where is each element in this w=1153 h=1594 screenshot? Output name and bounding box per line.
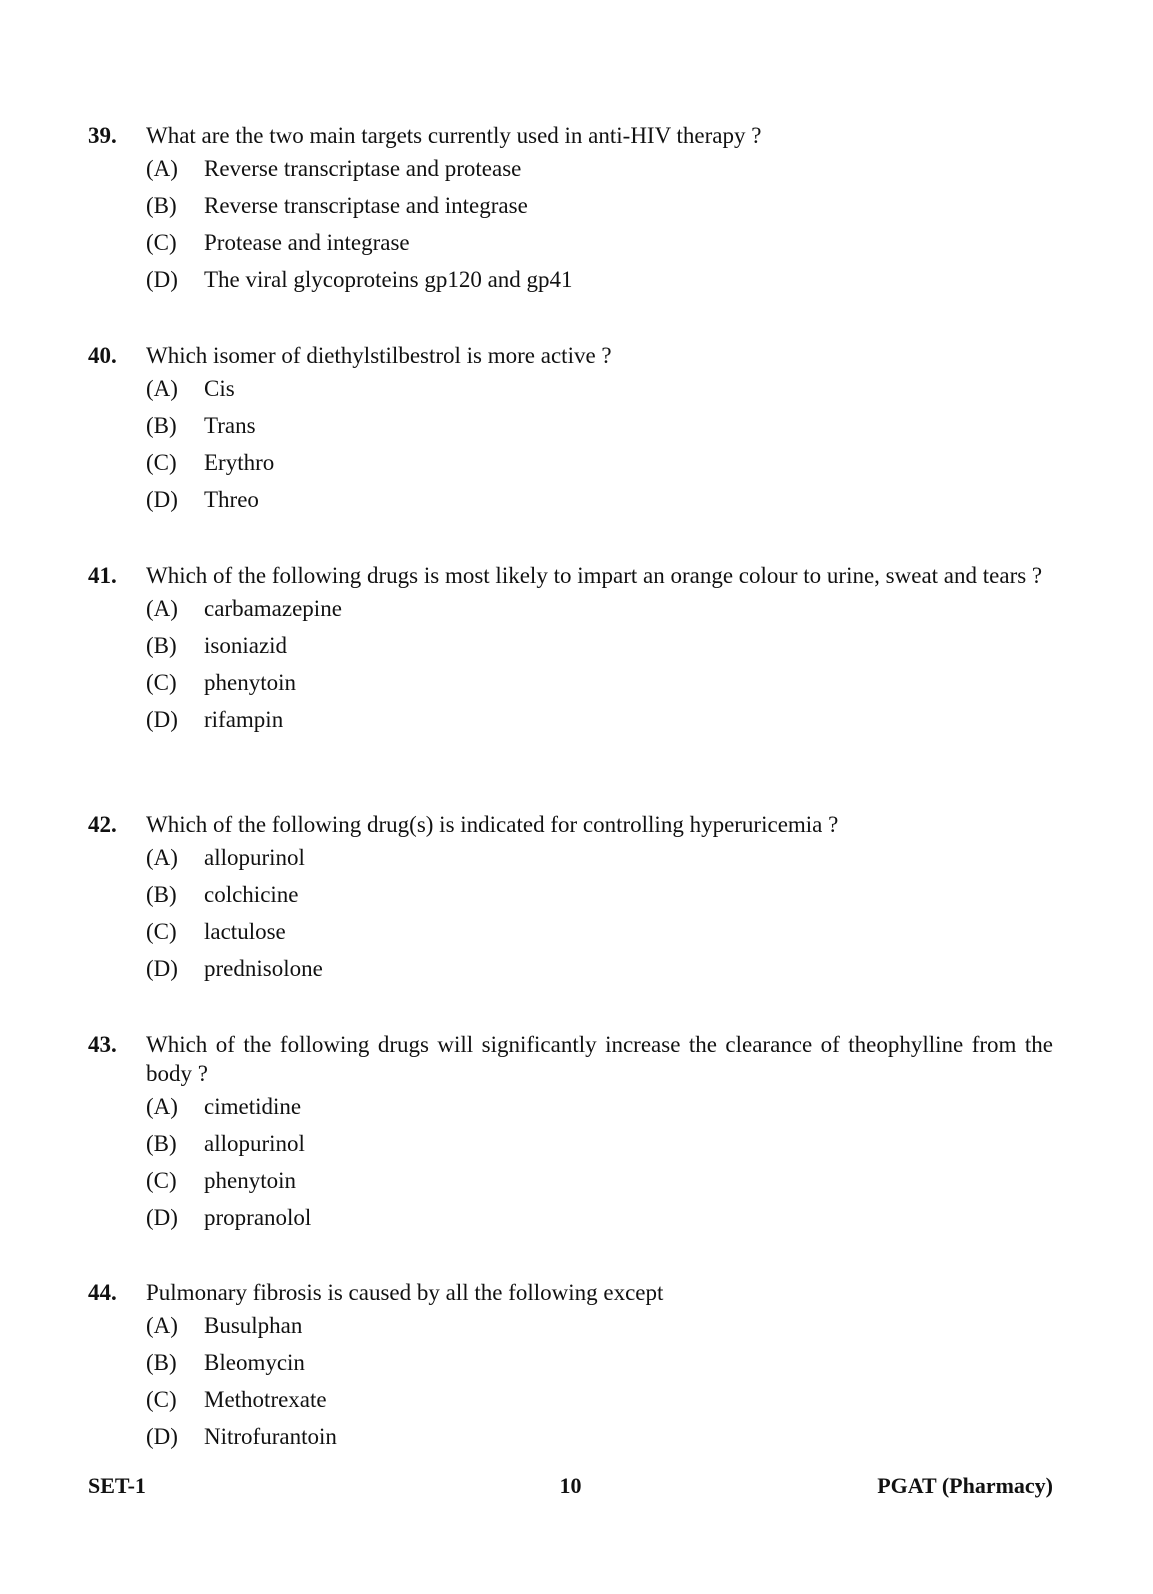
option-a: [146, 843, 1053, 880]
page-number: 10: [559, 1473, 582, 1498]
option-a: [146, 1092, 1053, 1129]
option-c: [146, 917, 1053, 954]
option-text: rifampin: [204, 707, 284, 732]
option-a: [146, 374, 1053, 411]
question-40: [88, 341, 1053, 522]
question-text: Which of the following drugs will significantly increase the clearance of theophylline from the body ?: [146, 1032, 1053, 1086]
page-footer: [88, 1472, 1053, 1502]
option-d: [146, 1203, 1053, 1240]
option-a: [146, 154, 1053, 191]
option-b: [146, 880, 1053, 917]
question-header: [88, 810, 1053, 839]
set-label: SET-1: [88, 1473, 146, 1498]
question-43: [88, 1030, 1053, 1240]
option-text: Reverse transcriptase and integrase: [204, 193, 528, 218]
question-44: [88, 1278, 1053, 1459]
question-header: [88, 121, 1053, 150]
question-text: Which of the following drugs is most likely to impart an orange colour to urine, sweat and tears ?: [146, 563, 1043, 588]
option-letter: (D): [146, 267, 178, 292]
question-text: Which of the following drug(s) is indicated for controlling hyperuricemia ?: [146, 812, 839, 837]
option-letter: (B): [146, 1350, 177, 1375]
option-letter: (C): [146, 670, 177, 695]
question-text: Pulmonary fibrosis is caused by all the following except: [146, 1280, 664, 1305]
option-d: [146, 485, 1053, 522]
option-letter: (A): [146, 376, 178, 401]
option-text: cimetidine: [204, 1094, 302, 1119]
question-text: What are the two main targets currently used in anti-HIV therapy ?: [146, 123, 762, 148]
option-text: Protease and integrase: [204, 230, 410, 255]
question-41: [88, 561, 1053, 742]
question-39: [88, 121, 1053, 302]
option-text: allopurinol: [204, 845, 305, 870]
option-b: [146, 191, 1053, 228]
option-text: allopurinol: [204, 1131, 305, 1156]
options-list: [146, 154, 1053, 302]
option-letter: (C): [146, 450, 177, 475]
option-letter: (D): [146, 487, 178, 512]
option-b: [146, 631, 1053, 668]
option-text: Reverse transcriptase and protease: [204, 156, 522, 181]
option-text: carbamazepine: [204, 596, 342, 621]
option-letter: (C): [146, 230, 177, 255]
option-letter: (C): [146, 919, 177, 944]
option-letter: (A): [146, 1094, 178, 1119]
option-letter: (A): [146, 156, 178, 181]
option-d: [146, 954, 1053, 991]
option-letter: (B): [146, 193, 177, 218]
option-c: [146, 448, 1053, 485]
option-text: Cis: [204, 376, 235, 401]
option-letter: (D): [146, 1205, 178, 1230]
option-text: Bleomycin: [204, 1350, 305, 1375]
option-a: [146, 1311, 1053, 1348]
question-text: Which isomer of diethylstilbestrol is more active ?: [146, 343, 612, 368]
option-text: Threo: [204, 487, 259, 512]
option-letter: (A): [146, 1313, 178, 1338]
option-letter: (D): [146, 707, 178, 732]
option-text: Erythro: [204, 450, 275, 475]
options-list: [146, 1311, 1053, 1459]
option-text: Nitrofurantoin: [204, 1424, 337, 1449]
option-text: phenytoin: [204, 1168, 296, 1193]
option-d: [146, 265, 1053, 302]
option-b: [146, 411, 1053, 448]
question-number: 40.: [88, 343, 117, 368]
option-text: prednisolone: [204, 956, 323, 981]
question-number: 39.: [88, 123, 117, 148]
option-text: colchicine: [204, 882, 299, 907]
option-b: [146, 1129, 1053, 1166]
option-c: [146, 228, 1053, 265]
options-list: [146, 843, 1053, 991]
option-d: [146, 1422, 1053, 1459]
question-number: 44.: [88, 1280, 117, 1305]
question-number: 42.: [88, 812, 117, 837]
option-letter: (B): [146, 413, 177, 438]
option-text: isoniazid: [204, 633, 288, 658]
option-letter: (D): [146, 1424, 178, 1449]
options-list: [146, 374, 1053, 522]
option-letter: (B): [146, 882, 177, 907]
option-text: Trans: [204, 413, 256, 438]
option-letter: (A): [146, 596, 178, 621]
question-number: 43.: [88, 1032, 117, 1057]
question-number: 41.: [88, 563, 117, 588]
option-c: [146, 1166, 1053, 1203]
option-c: [146, 1385, 1053, 1422]
options-list: [146, 1092, 1053, 1240]
option-text: Methotrexate: [204, 1387, 327, 1412]
option-text: phenytoin: [204, 670, 296, 695]
option-letter: (B): [146, 633, 177, 658]
options-list: [146, 594, 1053, 742]
option-text: lactulose: [204, 919, 286, 944]
option-letter: (A): [146, 845, 178, 870]
option-a: [146, 594, 1053, 631]
option-d: [146, 705, 1053, 742]
option-letter: (C): [146, 1387, 177, 1412]
option-text: The viral glycoproteins gp120 and gp41: [204, 267, 573, 292]
option-b: [146, 1348, 1053, 1385]
option-letter: (C): [146, 1168, 177, 1193]
question-header: [88, 561, 1053, 590]
question-header: [88, 341, 1053, 370]
option-text: propranolol: [204, 1205, 312, 1230]
option-text: Busulphan: [204, 1313, 303, 1338]
option-letter: (B): [146, 1131, 177, 1156]
question-header: [88, 1278, 1053, 1307]
option-letter: (D): [146, 956, 178, 981]
question-42: [88, 810, 1053, 991]
exam-title: PGAT (Pharmacy): [877, 1473, 1053, 1498]
option-c: [146, 668, 1053, 705]
question-header: [88, 1030, 1053, 1088]
